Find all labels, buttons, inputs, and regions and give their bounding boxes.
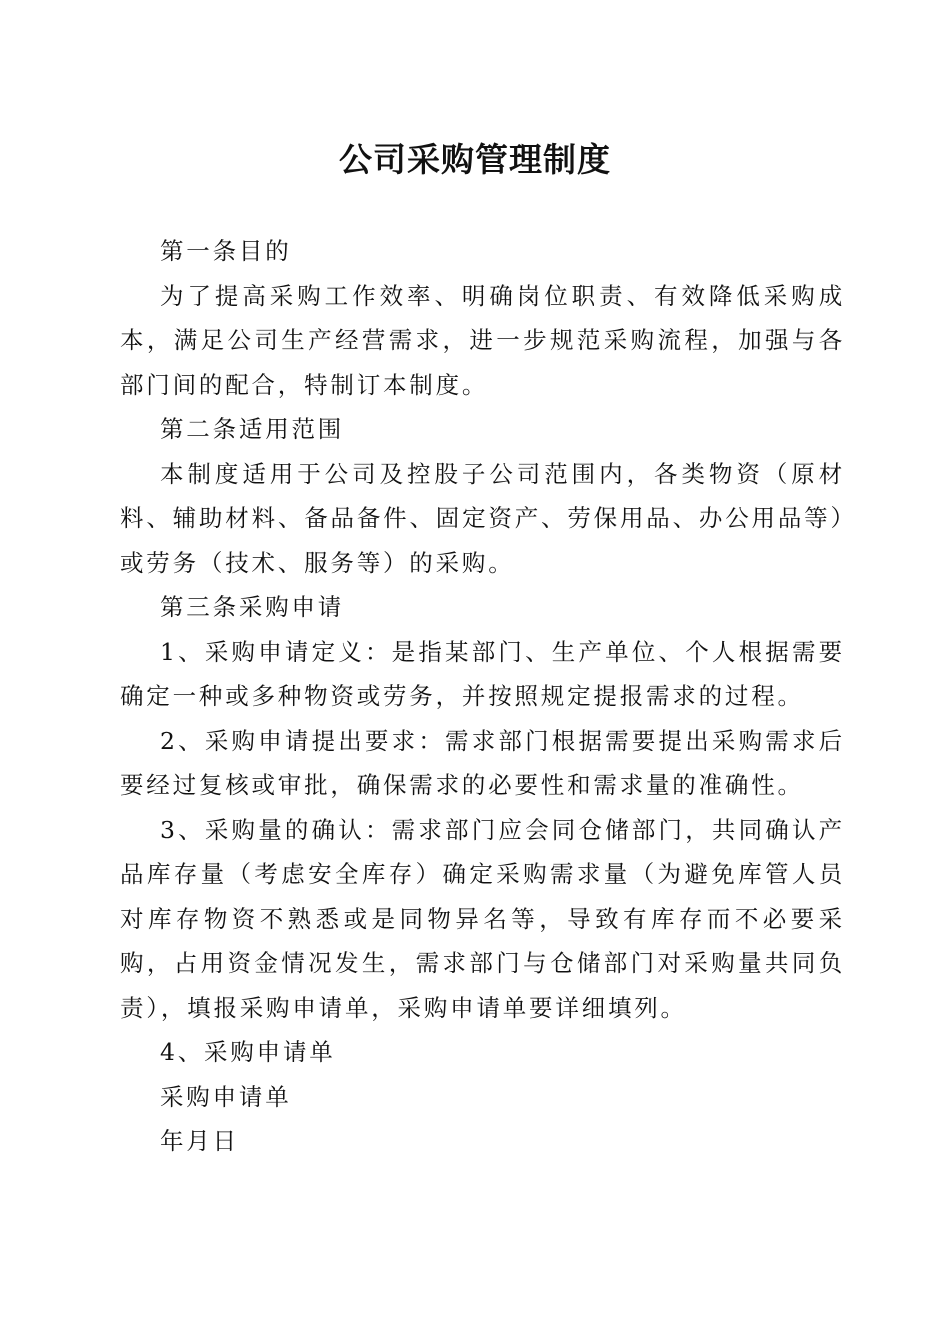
document-body bbox=[120, 229, 845, 1164]
paragraph-request-form-item: 4、采购申请单 bbox=[160, 1038, 336, 1066]
section-heading-scope: 第二条适用范围 bbox=[160, 415, 345, 443]
section-heading-purpose: 第一条目的 bbox=[160, 237, 292, 265]
document-title: 公司采购管理制度 bbox=[339, 140, 611, 179]
section-heading-purchase-request: 第三条采购申请 bbox=[160, 593, 345, 621]
paragraph-scope: 本制度适用于公司及控股子公司范围内，各类物资（原材料、辅助材料、备品备件、固定资产、劳保用品、办公用品等）或劳务（技术、服务等）的采购。 bbox=[120, 459, 845, 577]
paragraph-request-definition: 1、采购申请定义：是指某部门、生产单位、个人根据需要确定一种或多种物资或劳务，并按照规定提报需求的过程。 bbox=[120, 637, 845, 710]
paragraph-request-form-title: 采购申请单 bbox=[160, 1082, 292, 1111]
paragraph-purpose: 为了提高采购工作效率、明确岗位职责、有效降低采购成本，满足公司生产经营需求，进一步规范采购流程，加强与各部门间的配合，特制订本制度。 bbox=[120, 281, 845, 399]
paragraph-date-line: 年月日 bbox=[160, 1127, 239, 1155]
paragraph-quantity-confirmation: 3、采购量的确认：需求部门应会同仓储部门，共同确认产品库存量（考虑安全库存）确定采购需求量（为避免库管人员对库存物资不熟悉或是同物异名等，导致有库存而不必要采购，占用资金情况发生，需求部门与仓储部门对采购量共同负责），填报采购申请单，采购申请单要详细填列。 bbox=[120, 815, 845, 1022]
paragraph-request-requirements: 2、采购申请提出要求：需求部门根据需要提出采购需求后要经过复核或审批，确保需求的必要性和需求量的准确性。 bbox=[120, 726, 845, 799]
